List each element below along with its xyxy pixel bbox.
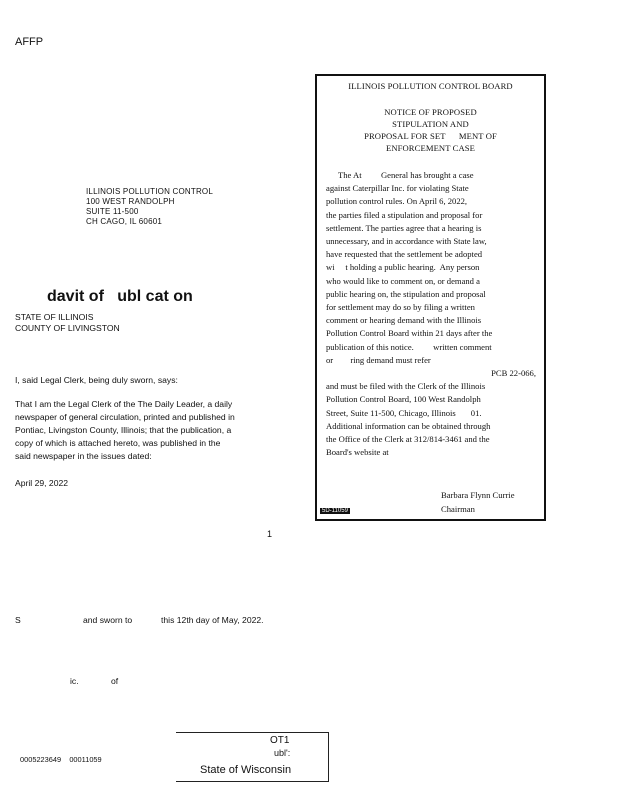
notice-line: unnecessary, and in accordance with State law, bbox=[326, 236, 487, 247]
address-line-1: ILLINOIS POLLUTION CONTROL bbox=[86, 187, 214, 196]
notice-line: pollution control rules. On April 6, 2022, bbox=[326, 196, 468, 207]
paragraph-line: copy of which is attached hereto, was published in the bbox=[15, 438, 221, 448]
notice-title-line: PROPOSAL FOR SET MENT OF bbox=[364, 131, 497, 141]
affidavit-paragraph bbox=[15, 398, 235, 463]
notice-board-name: ILLINOIS POLLUTION CONTROL BOARD bbox=[348, 81, 513, 91]
notice-title-line: ENFORCEMENT CASE bbox=[385, 143, 476, 153]
stamp-line-2: ubl': bbox=[274, 748, 291, 758]
notice-signer: Barbara Flynn Currie bbox=[441, 490, 515, 500]
notice-body bbox=[326, 169, 536, 459]
document-code: AFFP bbox=[15, 36, 44, 48]
stamp-line-1: OT1 bbox=[270, 735, 290, 746]
county-line: COUNTY OF LIVINGSTON bbox=[15, 323, 120, 333]
publication-date: April 29, 2022 bbox=[15, 478, 69, 488]
notice-case-number: PCB 22-066, bbox=[491, 368, 536, 379]
recipient-address bbox=[86, 187, 213, 227]
notice-line: who would like to comment on, or demand a bbox=[326, 275, 480, 286]
address-line-3: SUITE 11-500 bbox=[86, 207, 139, 216]
notice-line: comment or hearing demand with the Illinois bbox=[326, 315, 482, 326]
sworn-date: this 12th day of May, 2022. bbox=[161, 615, 264, 625]
paragraph-line: That I am the Legal Clerk of the The Daily Leader, a daily bbox=[15, 399, 233, 409]
affidavit-title: davit of ubl cat on bbox=[47, 288, 193, 305]
state-line: STATE OF ILLINOIS bbox=[15, 312, 94, 322]
notice-line: Street, Suite 11-500, Chicago, Illinois 01. bbox=[326, 407, 482, 418]
legal-notice-clipping bbox=[315, 74, 546, 521]
notice-title-line: STIPULATION AND bbox=[392, 119, 469, 129]
notary-fragment: ic. bbox=[70, 676, 79, 686]
notice-title bbox=[317, 106, 544, 154]
notice-line: Pollution Control Board, 100 West Randolph bbox=[326, 394, 481, 405]
notice-line: have requested that the settlement be adopted bbox=[326, 249, 483, 260]
address-line-4: CH CAGO, IL 60601 bbox=[86, 217, 163, 226]
notice-ad-tag: 5D-11059 bbox=[322, 508, 348, 514]
paragraph-line: Pontiac, Livingston County, Illinois; that the publication, a bbox=[15, 425, 232, 435]
notice-line: Additional information can be obtained through bbox=[326, 420, 491, 431]
page-mark: 1 bbox=[267, 529, 273, 539]
oath-statement: I, said Legal Clerk, being duly sworn, says: bbox=[15, 375, 178, 385]
notice-line: the Office of the Clerk at 312/814-3461 and the bbox=[326, 434, 490, 445]
notice-line: against Caterpillar Inc. for violating State bbox=[326, 183, 469, 194]
stamp-line-3: State of Wisconsin bbox=[200, 764, 292, 776]
paragraph-line: said newspaper in the issues dated: bbox=[15, 451, 152, 461]
paragraph-line: newspaper of general circulation, printed and published in bbox=[15, 412, 235, 422]
notice-title-line: NOTICE OF PROPOSED bbox=[384, 107, 477, 117]
address-line-2: 100 WEST RANDOLPH bbox=[86, 197, 175, 206]
notice-signer-title: Chairman bbox=[441, 504, 475, 514]
notice-line: and must be filed with the Clerk of the Illinois bbox=[326, 381, 486, 392]
notice-line: for settlement may do so by filing a written bbox=[326, 302, 475, 313]
notice-line: Board's website at bbox=[326, 447, 389, 458]
notice-line: publication of this notice. written comment bbox=[326, 341, 492, 352]
jurisdiction bbox=[15, 312, 120, 334]
sworn-text: and sworn to bbox=[83, 615, 133, 625]
sworn-initial: S bbox=[15, 615, 21, 625]
notice-line: the parties filed a stipulation and proposal for bbox=[326, 209, 483, 220]
notice-line: wi t holding a public hearing. Any person bbox=[326, 262, 480, 273]
notice-line: settlement. The parties agree that a hearing is bbox=[326, 222, 482, 233]
notice-line: Pollution Control Board within 21 days after the bbox=[326, 328, 493, 339]
footer-ids: 0005223649 00011059 bbox=[20, 755, 102, 764]
notice-line: The At General has brought a case bbox=[338, 170, 474, 180]
notary-fragment: of bbox=[111, 676, 119, 686]
notice-line: or ring demand must refer bbox=[326, 354, 431, 365]
notice-line: public hearing on, the stipulation and proposal bbox=[326, 288, 486, 299]
